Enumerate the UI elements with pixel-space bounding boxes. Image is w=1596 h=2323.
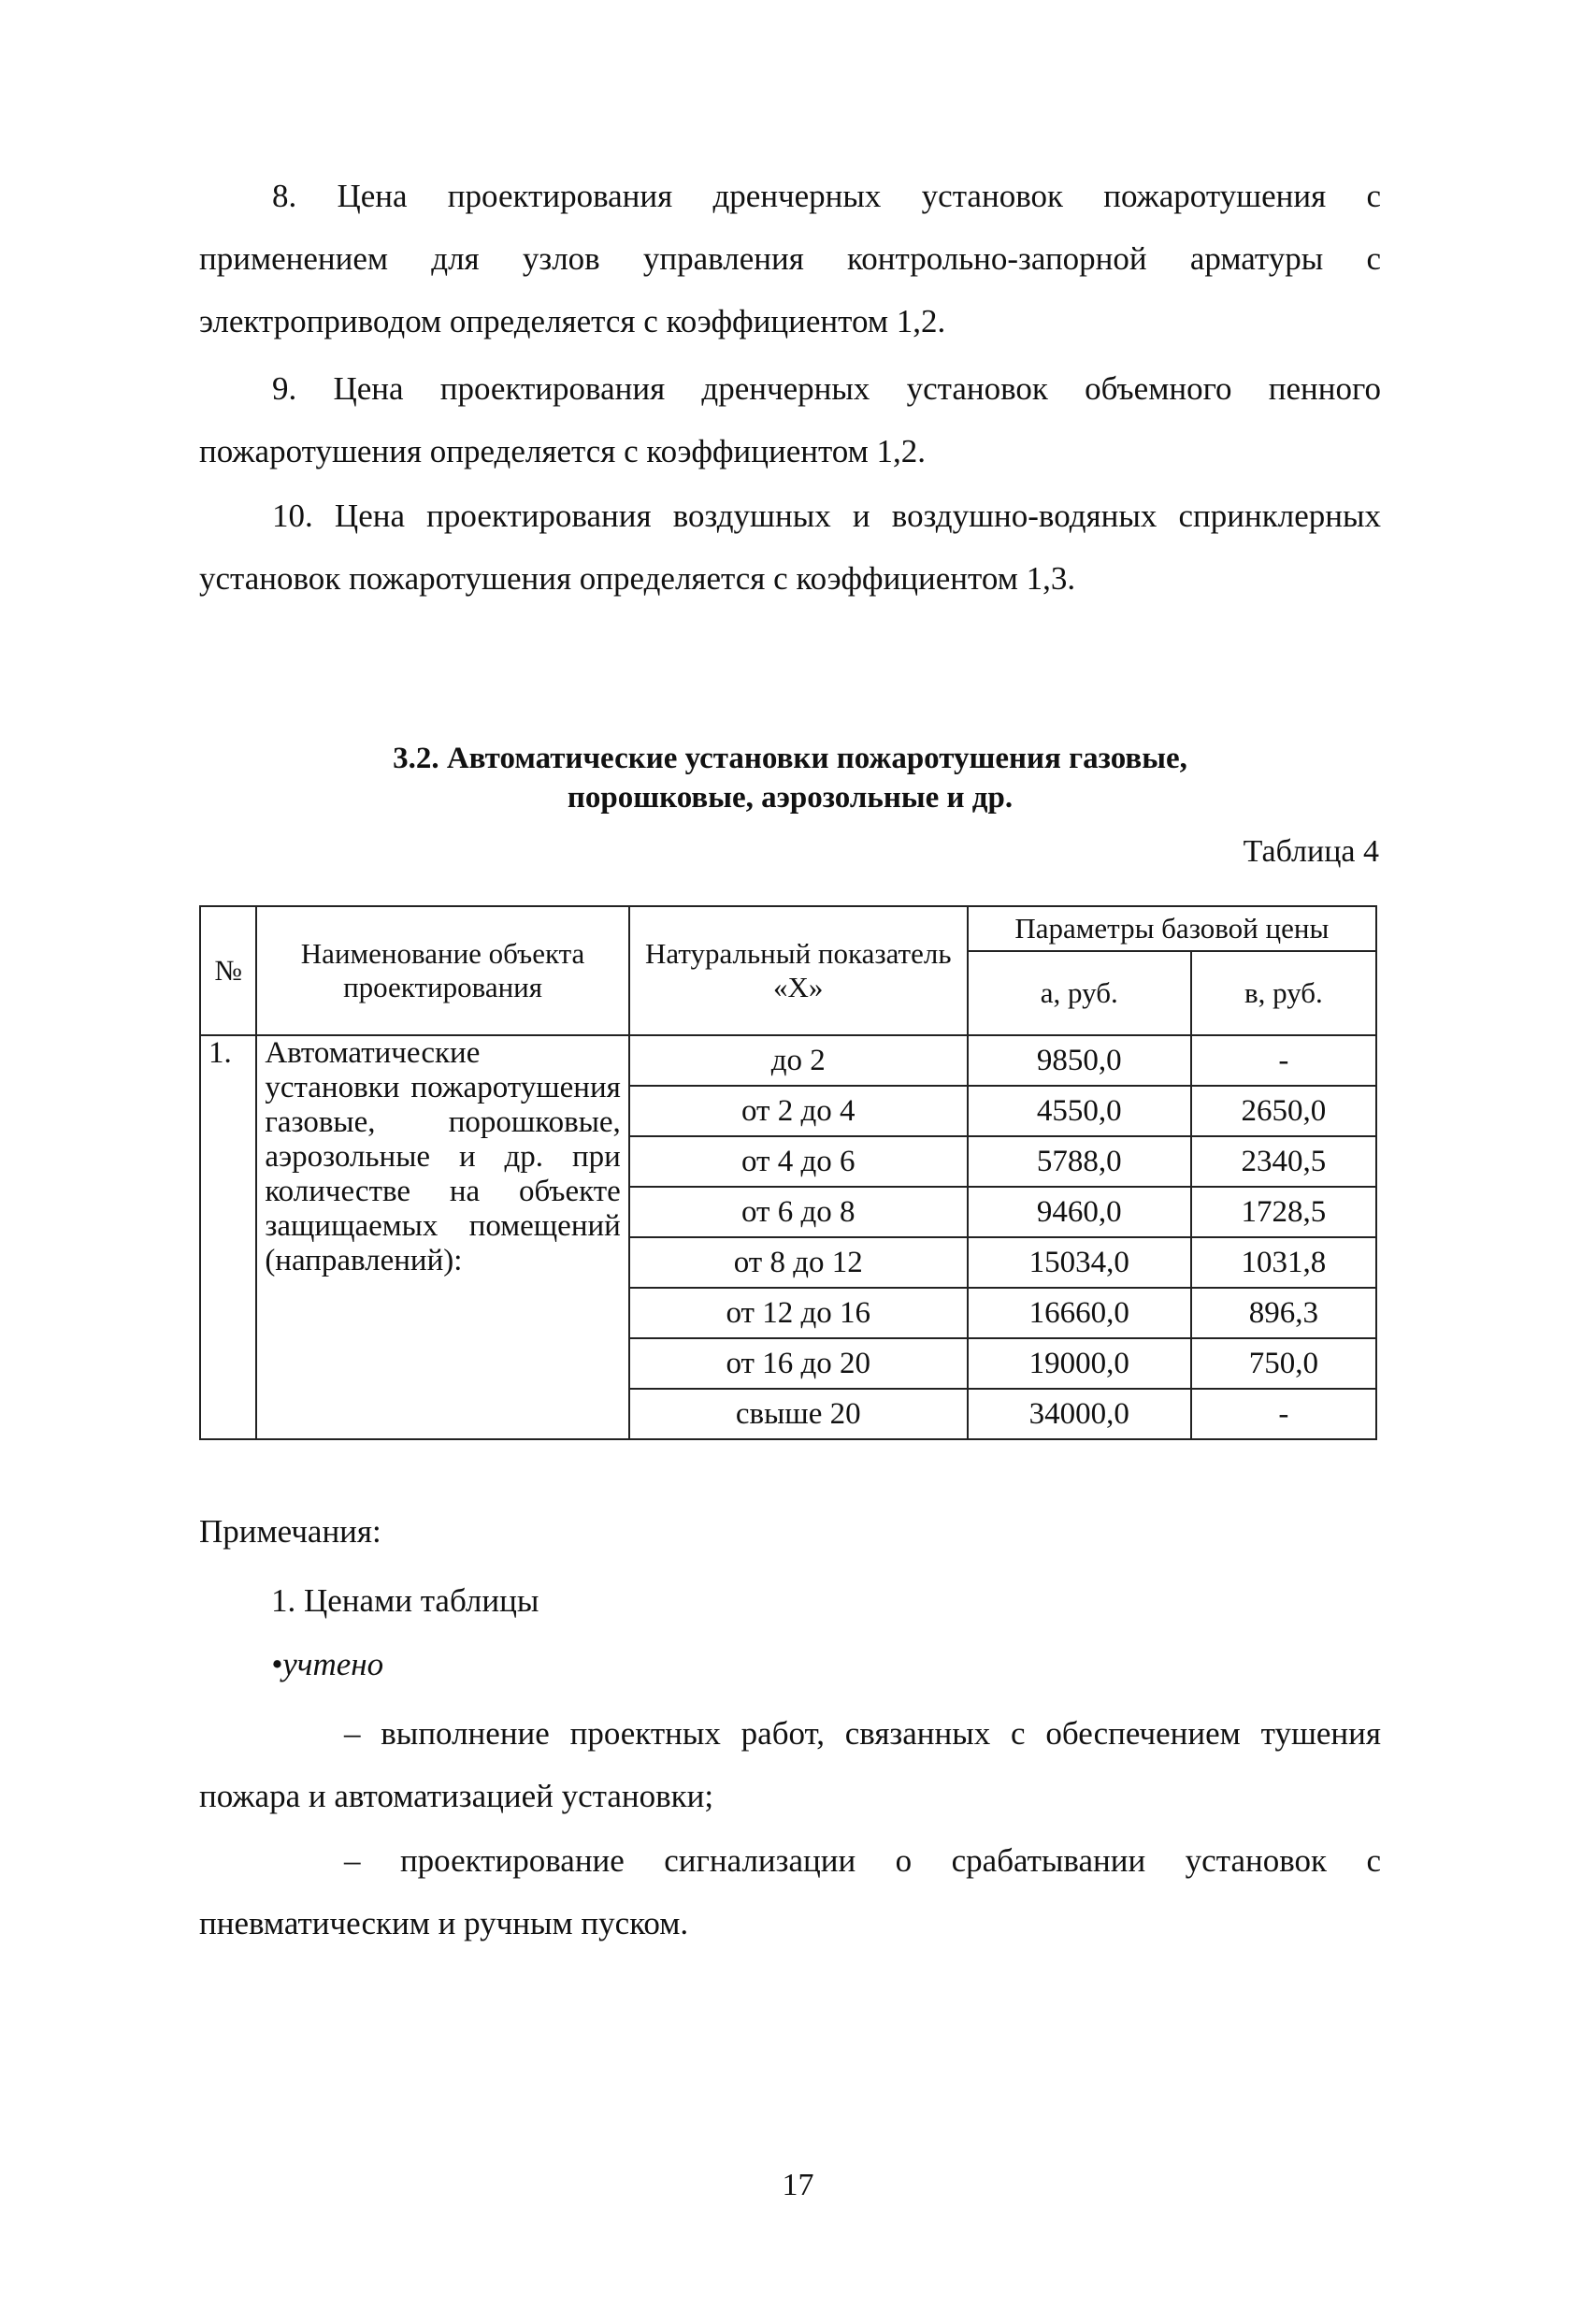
header-a: а, руб. bbox=[968, 951, 1191, 1035]
header-x: Натуральный показатель «Х» bbox=[629, 906, 968, 1035]
table-row bbox=[200, 1035, 1376, 1086]
x-cell: от 2 до 4 bbox=[629, 1086, 968, 1136]
a-cell: 9460,0 bbox=[968, 1187, 1191, 1237]
header-params: Параметры базовой цены bbox=[968, 906, 1376, 951]
a-cell: 34000,0 bbox=[968, 1389, 1191, 1439]
b-cell: 750,0 bbox=[1191, 1338, 1376, 1389]
x-cell: от 12 до 16 bbox=[629, 1288, 968, 1338]
price-table bbox=[199, 905, 1377, 1440]
section-title bbox=[199, 739, 1381, 817]
b-cell: - bbox=[1191, 1035, 1376, 1086]
page-number: 17 bbox=[782, 2168, 814, 2202]
x-cell: от 4 до 6 bbox=[629, 1136, 968, 1187]
row-name: Автоматические установки пожаротушения газовые, порошковые, аэрозольные и др. при количестве на объекте защищаемых помещений (направлений): bbox=[256, 1035, 629, 1439]
section-title-line1: 3.2. Автоматические установки пожаротушения газовые, bbox=[393, 742, 1187, 775]
table-label: Таблица 4 bbox=[1243, 834, 1379, 869]
a-cell: 4550,0 bbox=[968, 1086, 1191, 1136]
b-cell: 1031,8 bbox=[1191, 1237, 1376, 1288]
b-cell: 2340,5 bbox=[1191, 1136, 1376, 1187]
a-cell: 5788,0 bbox=[968, 1136, 1191, 1187]
b-cell: 2650,0 bbox=[1191, 1086, 1376, 1136]
note-dash-1: – выполнение проектных работ, связанных с обеспечением тушения пожара и автоматизацией установки; bbox=[199, 1715, 1381, 1814]
a-cell: 16660,0 bbox=[968, 1288, 1191, 1338]
header-num: № bbox=[200, 906, 256, 1035]
row-number: 1. bbox=[200, 1035, 256, 1439]
a-cell: 9850,0 bbox=[968, 1035, 1191, 1086]
paragraph-8: 8. Цена проектирования дренчерных установок пожаротушения с применением для узлов управления контрольно-запорной арматуры с электроприводом определяется с коэффициентом 1,2. bbox=[199, 178, 1381, 339]
note-bullet: •учтено bbox=[271, 1646, 384, 1682]
section-title-line2: порошковые, аэрозольные и др. bbox=[567, 781, 1014, 815]
a-cell: 19000,0 bbox=[968, 1338, 1191, 1389]
paragraph-9: 9. Цена проектирования дренчерных установок объемного пенного пожаротушения определяется с коэффициентом 1,2. bbox=[199, 370, 1381, 469]
header-b: в, руб. bbox=[1191, 951, 1376, 1035]
a-cell: 15034,0 bbox=[968, 1237, 1191, 1288]
paragraph-10: 10. Цена проектирования воздушных и воздушно-водяных спринклерных установок пожаротушения определяется с коэффициентом 1,3. bbox=[199, 498, 1381, 597]
b-cell: 896,3 bbox=[1191, 1288, 1376, 1338]
b-cell: 1728,5 bbox=[1191, 1187, 1376, 1237]
x-cell: свыше 20 bbox=[629, 1389, 968, 1439]
notes-heading: Примечания: bbox=[199, 1513, 381, 1550]
x-cell: от 16 до 20 bbox=[629, 1338, 968, 1389]
b-cell: - bbox=[1191, 1389, 1376, 1439]
note-item-1: 1. Ценами таблицы bbox=[271, 1582, 539, 1619]
header-name: Наименование объекта проектирования bbox=[256, 906, 629, 1035]
x-cell: от 8 до 12 bbox=[629, 1237, 968, 1288]
note-dash-2: – проектирование сигнализации о срабатывании установок с пневматическим и ручным пуском. bbox=[199, 1842, 1381, 1941]
x-cell: от 6 до 8 bbox=[629, 1187, 968, 1237]
x-cell: до 2 bbox=[629, 1035, 968, 1086]
